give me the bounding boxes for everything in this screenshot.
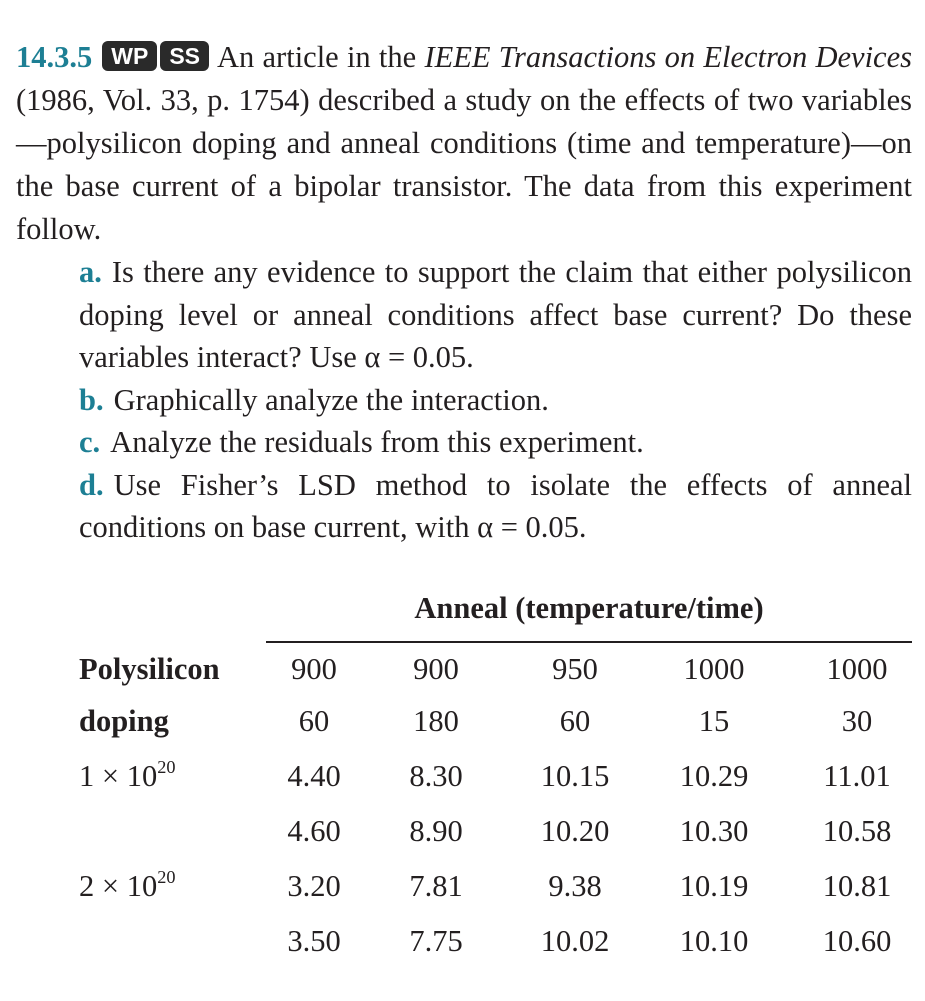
- doping-level-base: 1 × 10: [79, 759, 158, 793]
- table-cell: 4.40: [287, 759, 341, 793]
- table-cell: 10.20: [540, 814, 610, 848]
- part-label: c.: [79, 425, 101, 459]
- time-header: 30: [841, 704, 873, 738]
- table-cell: 10.81: [822, 869, 892, 903]
- question-parts: [79, 251, 912, 549]
- table-cell: 10.60: [822, 924, 892, 958]
- table-cell: 9.38: [548, 869, 602, 903]
- row-header-line-1: Polysilicon: [79, 652, 220, 686]
- part-b: [79, 379, 912, 422]
- table-cell: 10.29: [679, 759, 749, 793]
- table-cell: 3.20: [287, 869, 341, 903]
- table-cell: 3.50: [287, 924, 341, 958]
- table-cell: 10.19: [679, 869, 749, 903]
- temperature-header: 900: [291, 652, 337, 686]
- doping-level-exponent: 20: [157, 757, 176, 778]
- time-header: 15: [698, 704, 730, 738]
- table-cell: 10.02: [540, 924, 610, 958]
- part-label: a.: [79, 255, 102, 289]
- table-cell: 4.60: [287, 814, 341, 848]
- doping-level-2: [79, 866, 175, 906]
- temperature-header: 1000: [826, 652, 888, 686]
- doping-level-exponent: 20: [157, 867, 176, 888]
- intro-text-start: An article in the: [217, 40, 425, 74]
- table-rule: [266, 641, 912, 643]
- part-text: Is there any evidence to support the claim that either polysilicon doping level or anneal conditions affect base current? Do these variables interact? Use α = 0.05.: [79, 255, 912, 374]
- temperature-header: 900: [413, 652, 459, 686]
- table-cell: 10.58: [822, 814, 892, 848]
- doping-level-base: 2 × 10: [79, 869, 158, 903]
- part-d: [79, 464, 912, 549]
- intro-text-end: (1986, Vol. 33, p. 1754) described a study on the effects of two variables—polysilicon doping and anneal conditions (time and temperature)—on the base current of a bipolar transistor. The data from this experiment follow.: [16, 83, 912, 246]
- table-cell: 10.10: [679, 924, 749, 958]
- part-c: [79, 421, 912, 464]
- table-cell: 10.15: [540, 759, 610, 793]
- problem-number: 14.3.5: [16, 40, 93, 74]
- time-header: 180: [413, 704, 459, 738]
- part-text: Analyze the residuals from this experiment.: [110, 425, 644, 459]
- table-cell: 10.30: [679, 814, 749, 848]
- table-cell: 7.81: [409, 869, 463, 903]
- ss-badge: SS: [160, 41, 209, 71]
- table-cell: 8.90: [409, 814, 463, 848]
- table-title: Anneal (temperature/time): [414, 591, 764, 625]
- part-text: Use Fisher’s LSD method to isolate the effects of anneal conditions on base current, with α = 0.05.: [79, 467, 912, 544]
- time-header: 60: [298, 704, 330, 738]
- doping-level-1: [79, 756, 175, 796]
- part-label: b.: [79, 382, 104, 417]
- temperature-header: 950: [552, 652, 598, 686]
- journal-title: IEEE Transactions on Electron Devices: [424, 40, 912, 74]
- part-label: d.: [79, 467, 104, 502]
- time-header: 60: [559, 704, 591, 738]
- part-a: [79, 251, 912, 379]
- temperature-header: 1000: [683, 652, 745, 686]
- table-cell: 7.75: [409, 924, 463, 958]
- table-cell: 11.01: [823, 759, 891, 793]
- table-cell: 8.30: [409, 759, 463, 793]
- part-text: Graphically analyze the interaction.: [113, 382, 549, 417]
- wp-badge: WP: [102, 41, 157, 71]
- problem-statement: [16, 36, 912, 251]
- row-header-line-2: doping: [79, 704, 169, 738]
